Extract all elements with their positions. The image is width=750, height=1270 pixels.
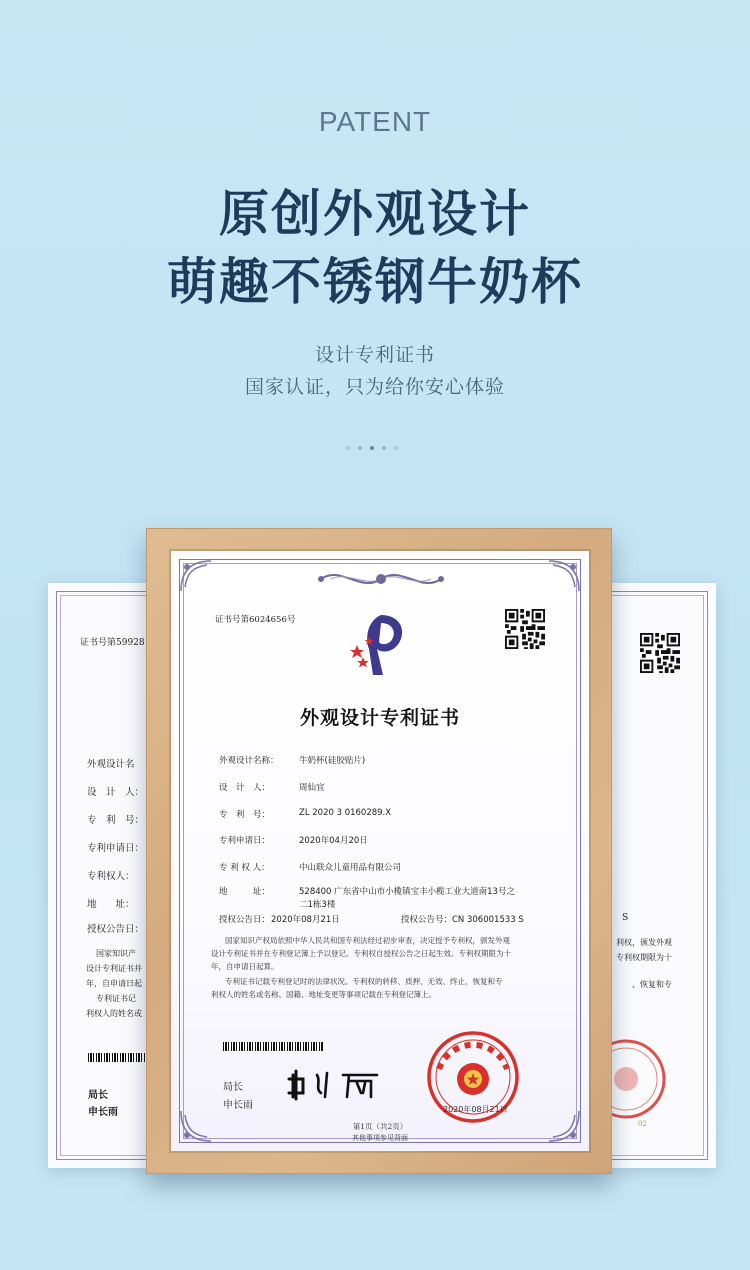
left-cert-label: 设 计 人：	[87, 787, 145, 798]
field-value-patent-number: ZL 2020 3 0160289.X	[299, 808, 392, 818]
wooden-picture-frame	[146, 528, 612, 1174]
certificate-title: 外观设计专利证书	[299, 707, 460, 729]
certificate-paragraph-2	[211, 975, 547, 1001]
field-value-design-name: 牛奶杯(硅胶贴片)	[299, 756, 366, 766]
field-label: 设 计 人：	[219, 783, 271, 793]
paragraph-line: 国家知识产权局依照中华人民共和国专利法经过初步审查，决定授予专利权，颁发外观	[225, 936, 510, 945]
announcement-number: 授权公告号：CN 306001533 S	[401, 915, 524, 925]
decorative-dots	[344, 446, 406, 452]
patent-office-emblem-icon	[347, 609, 413, 679]
page-info: 第1页（共2页）	[352, 1122, 408, 1131]
left-cert-label: 专 利 号：	[87, 815, 145, 826]
left-cert-label: 专利申请日：	[87, 843, 145, 854]
field-value-address-line-2: 二1栋3楼	[299, 900, 336, 910]
field-value-patentee: 中山联众儿童用品有限公司	[299, 863, 402, 873]
right-cert-fragment: 、恢复和专	[632, 980, 672, 989]
headline-line-2: 萌趣不锈钢牛奶杯	[167, 253, 583, 311]
footer-note: 其他事项参见背面	[352, 1134, 408, 1142]
director-signature	[287, 1067, 387, 1101]
official-seal-icon	[425, 1029, 521, 1125]
certificate-inner-border	[183, 563, 577, 1139]
paragraph-line: 专利证书记载专利登记时的法律状况。专利权的转移、质押、无效、终止、恢复和专	[225, 977, 503, 986]
field-label: 授权公告日：	[219, 915, 271, 925]
corner-flourish-icon	[547, 1109, 581, 1143]
paragraph-line: 利权人的姓名或名称、国籍、地址变更等事项记载在专利登记簿上。	[211, 990, 436, 999]
right-cert-fragment: S	[622, 913, 629, 923]
left-cert-para: 利权人的姓名或	[86, 1009, 142, 1018]
subtitle-line-1: 设计专利证书	[314, 344, 435, 366]
right-certificate	[612, 583, 716, 1168]
left-cert-label: 外观设计名	[87, 759, 135, 770]
left-cert-director-name: 申长雨	[88, 1107, 118, 1118]
left-cert-para: 专利证书记	[96, 994, 136, 1003]
director-name: 申长雨	[223, 1100, 253, 1111]
left-certificate	[48, 583, 148, 1168]
field-value-filing-date: 2020年04月20日	[299, 836, 368, 846]
certificate-outer-border	[179, 559, 581, 1143]
barcode	[223, 1042, 323, 1051]
left-cert-label: 授权公告日：	[87, 924, 145, 935]
field-label: 专 利 号：	[219, 810, 271, 820]
field-label: 地 址：	[219, 887, 271, 897]
qr-code-icon	[640, 633, 680, 673]
section-eyebrow: PATENT	[318, 106, 432, 137]
left-cert-number: 证书号第59928	[80, 638, 145, 648]
field-label: 外观设计名称：	[219, 756, 279, 766]
certificate-paragraph-1	[211, 934, 547, 973]
right-cert-fragment: 02	[638, 1120, 647, 1128]
left-cert-label: 专利权人：	[87, 871, 135, 882]
right-cert-fragment: 专利权期限为十	[616, 953, 672, 962]
left-cert-para: 设计专利证书并	[86, 964, 142, 973]
corner-flourish-icon	[179, 1109, 213, 1143]
corner-flourish-icon	[179, 559, 213, 593]
field-value-designer: 周仙宜	[299, 783, 325, 793]
field-value-address: 528400 广东省中山市小榄镇宝丰小榄工业大道南13号之	[299, 887, 515, 897]
seal-date: 2020年08月21日	[443, 1105, 508, 1114]
left-cert-director-title: 局长	[88, 1090, 108, 1101]
paragraph-line: 年，自申请日起算。	[211, 962, 279, 971]
corner-flourish-icon	[547, 559, 581, 593]
qr-code-icon	[505, 609, 545, 649]
left-cert-para: 国家知识产	[96, 949, 136, 958]
field-value-announce-date: 2020年08月21日	[271, 915, 340, 925]
barcode	[88, 1053, 148, 1062]
director-title: 局长	[223, 1082, 243, 1093]
headline-line-1: 原创外观设计	[219, 185, 531, 243]
field-label: 专利申请日：	[219, 836, 271, 846]
right-cert-fragment: 利权，颁发外观	[616, 938, 672, 947]
patent-certificate	[171, 551, 589, 1151]
left-cert-para: 年，自申请日起	[86, 979, 142, 988]
paragraph-line: 设计专利证书并在专利登记簿上予以登记。专利权自授权公告之日起生效。专利权期限为十	[211, 949, 511, 958]
top-ornament-icon	[311, 565, 451, 593]
left-cert-label: 地 址：	[87, 899, 135, 910]
official-seal-icon	[612, 1037, 668, 1121]
certificate-number: 证书号第6024656号	[215, 615, 296, 625]
subtitle-line-2: 国家认证，只为给你安心体验	[244, 376, 505, 398]
field-label: 专 利 权 人：	[219, 863, 270, 873]
